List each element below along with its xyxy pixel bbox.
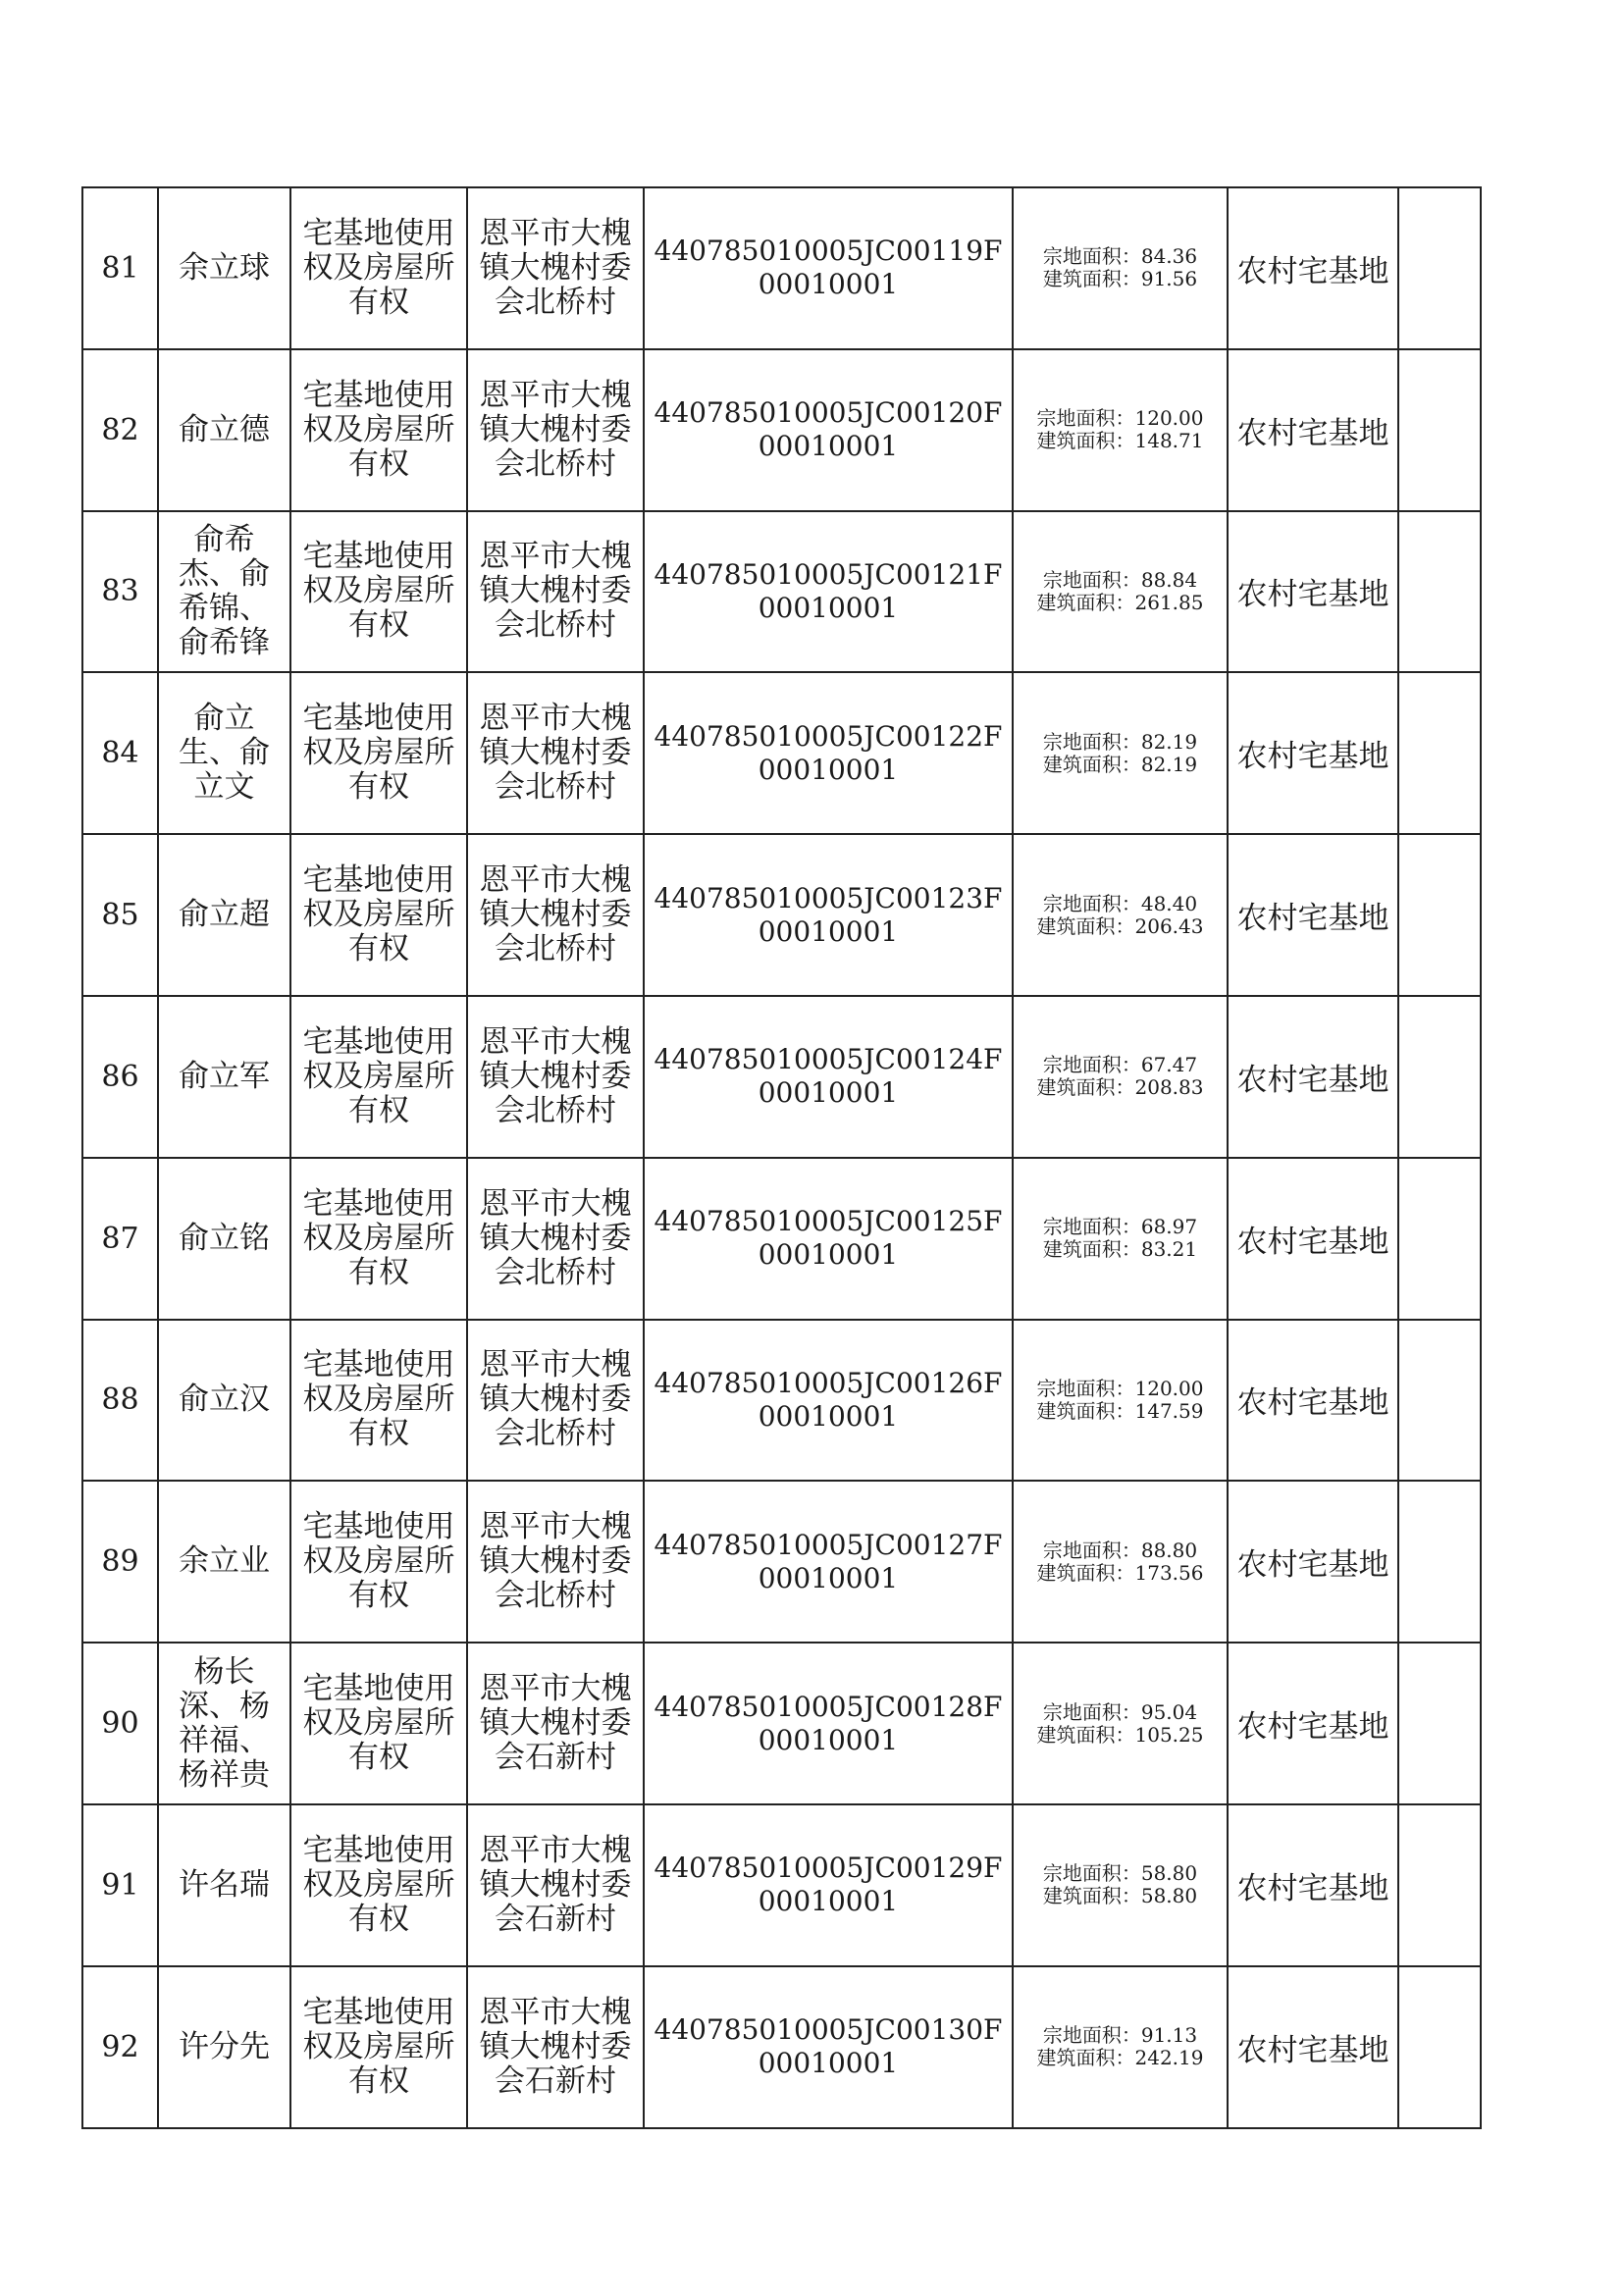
building-area: 建筑面积：91.56: [1042, 267, 1198, 291]
land-use: 农村宅基地: [1228, 187, 1398, 349]
area-cell: [1013, 1481, 1228, 1643]
remark: [1398, 349, 1481, 511]
area-cell: [1013, 187, 1228, 349]
row-number: 82: [82, 349, 158, 511]
land-area: 宗地面积：95.04: [1042, 1699, 1198, 1724]
owner-name: 余立球: [158, 187, 290, 349]
area-cell: [1013, 834, 1228, 996]
owner-name: 俞希杰、俞希锦、俞希锋: [158, 511, 290, 673]
right-type: 宅基地使用权及房屋所有权: [290, 1966, 467, 2128]
remark: [1398, 672, 1481, 834]
building-area: 建筑面积：173.56: [1036, 1560, 1204, 1585]
right-type: 宅基地使用权及房屋所有权: [290, 996, 467, 1158]
location: 恩平市大槐镇大槐村委会北桥村: [467, 1481, 644, 1643]
right-type: 宅基地使用权及房屋所有权: [290, 1804, 467, 1966]
unit-code: 440785010005JC00125F00010001: [644, 1158, 1013, 1320]
area-cell: [1013, 511, 1228, 673]
building-area: 建筑面积：206.43: [1036, 913, 1204, 938]
unit-code: 440785010005JC00123F00010001: [644, 834, 1013, 996]
remark: [1398, 1158, 1481, 1320]
remark: [1398, 834, 1481, 996]
location: 恩平市大槐镇大槐村委会北桥村: [467, 672, 644, 834]
unit-code: 440785010005JC00126F00010001: [644, 1320, 1013, 1482]
owner-name: 余立业: [158, 1481, 290, 1643]
land-use: 农村宅基地: [1228, 1966, 1398, 2128]
unit-code: 440785010005JC00130F00010001: [644, 1966, 1013, 2128]
location: 恩平市大槐镇大槐村委会石新村: [467, 1643, 644, 1804]
table-row: [82, 187, 1481, 349]
table-row: [82, 1966, 1481, 2128]
row-number: 86: [82, 996, 158, 1158]
right-type: 宅基地使用权及房屋所有权: [290, 834, 467, 996]
table-row: [82, 996, 1481, 1158]
land-area: 宗地面积：82.19: [1042, 729, 1198, 754]
land-use: 农村宅基地: [1228, 1481, 1398, 1643]
location: 恩平市大槐镇大槐村委会石新村: [467, 1966, 644, 2128]
location: 恩平市大槐镇大槐村委会北桥村: [467, 349, 644, 511]
right-type: 宅基地使用权及房屋所有权: [290, 1158, 467, 1320]
building-area: 建筑面积：208.83: [1036, 1075, 1204, 1100]
land-use: 农村宅基地: [1228, 996, 1398, 1158]
land-area: 宗地面积：120.00: [1036, 406, 1204, 431]
remark: [1398, 1320, 1481, 1482]
location: 恩平市大槐镇大槐村委会北桥村: [467, 1320, 644, 1482]
area-cell: [1013, 672, 1228, 834]
remark: [1398, 187, 1481, 349]
unit-code: 440785010005JC00127F00010001: [644, 1481, 1013, 1643]
unit-code: 440785010005JC00129F00010001: [644, 1804, 1013, 1966]
right-type: 宅基地使用权及房屋所有权: [290, 187, 467, 349]
owner-name: 俞立汉: [158, 1320, 290, 1482]
area-cell: [1013, 1804, 1228, 1966]
remark: [1398, 1804, 1481, 1966]
land-use: 农村宅基地: [1228, 1804, 1398, 1966]
remark: [1398, 996, 1481, 1158]
land-area: 宗地面积：88.84: [1042, 567, 1198, 592]
table-row: [82, 1804, 1481, 1966]
owner-name: 俞立铭: [158, 1158, 290, 1320]
owner-name: 俞立德: [158, 349, 290, 511]
land-area: 宗地面积：48.40: [1042, 891, 1198, 915]
area-cell: [1013, 1643, 1228, 1804]
building-area: 建筑面积：261.85: [1036, 590, 1204, 614]
owner-name: 俞立生、俞立文: [158, 672, 290, 834]
building-area: 建筑面积：148.71: [1036, 429, 1204, 453]
land-area: 宗地面积：88.80: [1042, 1538, 1198, 1562]
area-cell: [1013, 1966, 1228, 2128]
remark: [1398, 511, 1481, 673]
row-number: 85: [82, 834, 158, 996]
area-cell: [1013, 1158, 1228, 1320]
row-number: 83: [82, 511, 158, 673]
owner-name: 许分先: [158, 1966, 290, 2128]
land-use: 农村宅基地: [1228, 1158, 1398, 1320]
row-number: 81: [82, 187, 158, 349]
row-number: 90: [82, 1643, 158, 1804]
land-use: 农村宅基地: [1228, 834, 1398, 996]
area-cell: [1013, 349, 1228, 511]
land-area: 宗地面积：68.97: [1042, 1215, 1198, 1239]
table-row: [82, 1643, 1481, 1804]
row-number: 91: [82, 1804, 158, 1966]
location: 恩平市大槐镇大槐村委会北桥村: [467, 1158, 644, 1320]
unit-code: 440785010005JC00121F00010001: [644, 511, 1013, 673]
row-number: 88: [82, 1320, 158, 1482]
row-number: 87: [82, 1158, 158, 1320]
land-area: 宗地面积：67.47: [1042, 1053, 1198, 1077]
right-type: 宅基地使用权及房屋所有权: [290, 349, 467, 511]
land-use: 农村宅基地: [1228, 1643, 1398, 1804]
table-row: [82, 1320, 1481, 1482]
unit-code: 440785010005JC00128F00010001: [644, 1643, 1013, 1804]
owner-name: 杨长深、杨祥福、杨祥贵: [158, 1643, 290, 1804]
right-type: 宅基地使用权及房屋所有权: [290, 672, 467, 834]
row-number: 92: [82, 1966, 158, 2128]
location: 恩平市大槐镇大槐村委会北桥村: [467, 511, 644, 673]
building-area: 建筑面积：58.80: [1042, 1884, 1198, 1908]
property-registry-table: [81, 186, 1482, 2129]
land-use: 农村宅基地: [1228, 511, 1398, 673]
right-type: 宅基地使用权及房屋所有权: [290, 1481, 467, 1643]
area-cell: [1013, 1320, 1228, 1482]
location: 恩平市大槐镇大槐村委会北桥村: [467, 996, 644, 1158]
land-use: 农村宅基地: [1228, 672, 1398, 834]
unit-code: 440785010005JC00122F00010001: [644, 672, 1013, 834]
row-number: 89: [82, 1481, 158, 1643]
building-area: 建筑面积：147.59: [1036, 1398, 1204, 1423]
remark: [1398, 1481, 1481, 1643]
land-area: 宗地面积：91.13: [1042, 2023, 1198, 2048]
land-area: 宗地面积：120.00: [1036, 1376, 1204, 1400]
owner-name: 俞立超: [158, 834, 290, 996]
location: 恩平市大槐镇大槐村委会北桥村: [467, 834, 644, 996]
building-area: 建筑面积：242.19: [1036, 2046, 1204, 2070]
row-number: 84: [82, 672, 158, 834]
table-row: [82, 511, 1481, 673]
owner-name: 许名瑞: [158, 1804, 290, 1966]
table-row: [82, 349, 1481, 511]
table-row: [82, 1481, 1481, 1643]
table-row: [82, 834, 1481, 996]
right-type: 宅基地使用权及房屋所有权: [290, 511, 467, 673]
owner-name: 俞立军: [158, 996, 290, 1158]
unit-code: 440785010005JC00124F00010001: [644, 996, 1013, 1158]
area-cell: [1013, 996, 1228, 1158]
unit-code: 440785010005JC00119F00010001: [644, 187, 1013, 349]
building-area: 建筑面积：83.21: [1042, 1237, 1198, 1262]
building-area: 建筑面积：82.19: [1042, 752, 1198, 776]
land-area: 宗地面积：58.80: [1042, 1861, 1198, 1886]
remark: [1398, 1966, 1481, 2128]
location: 恩平市大槐镇大槐村委会石新村: [467, 1804, 644, 1966]
right-type: 宅基地使用权及房屋所有权: [290, 1320, 467, 1482]
land-area: 宗地面积：84.36: [1042, 244, 1198, 269]
land-use: 农村宅基地: [1228, 349, 1398, 511]
unit-code: 440785010005JC00120F00010001: [644, 349, 1013, 511]
land-use: 农村宅基地: [1228, 1320, 1398, 1482]
location: 恩平市大槐镇大槐村委会北桥村: [467, 187, 644, 349]
remark: [1398, 1643, 1481, 1804]
table-row: [82, 672, 1481, 834]
building-area: 建筑面积：105.25: [1036, 1722, 1204, 1747]
right-type: 宅基地使用权及房屋所有权: [290, 1643, 467, 1804]
table-row: [82, 1158, 1481, 1320]
